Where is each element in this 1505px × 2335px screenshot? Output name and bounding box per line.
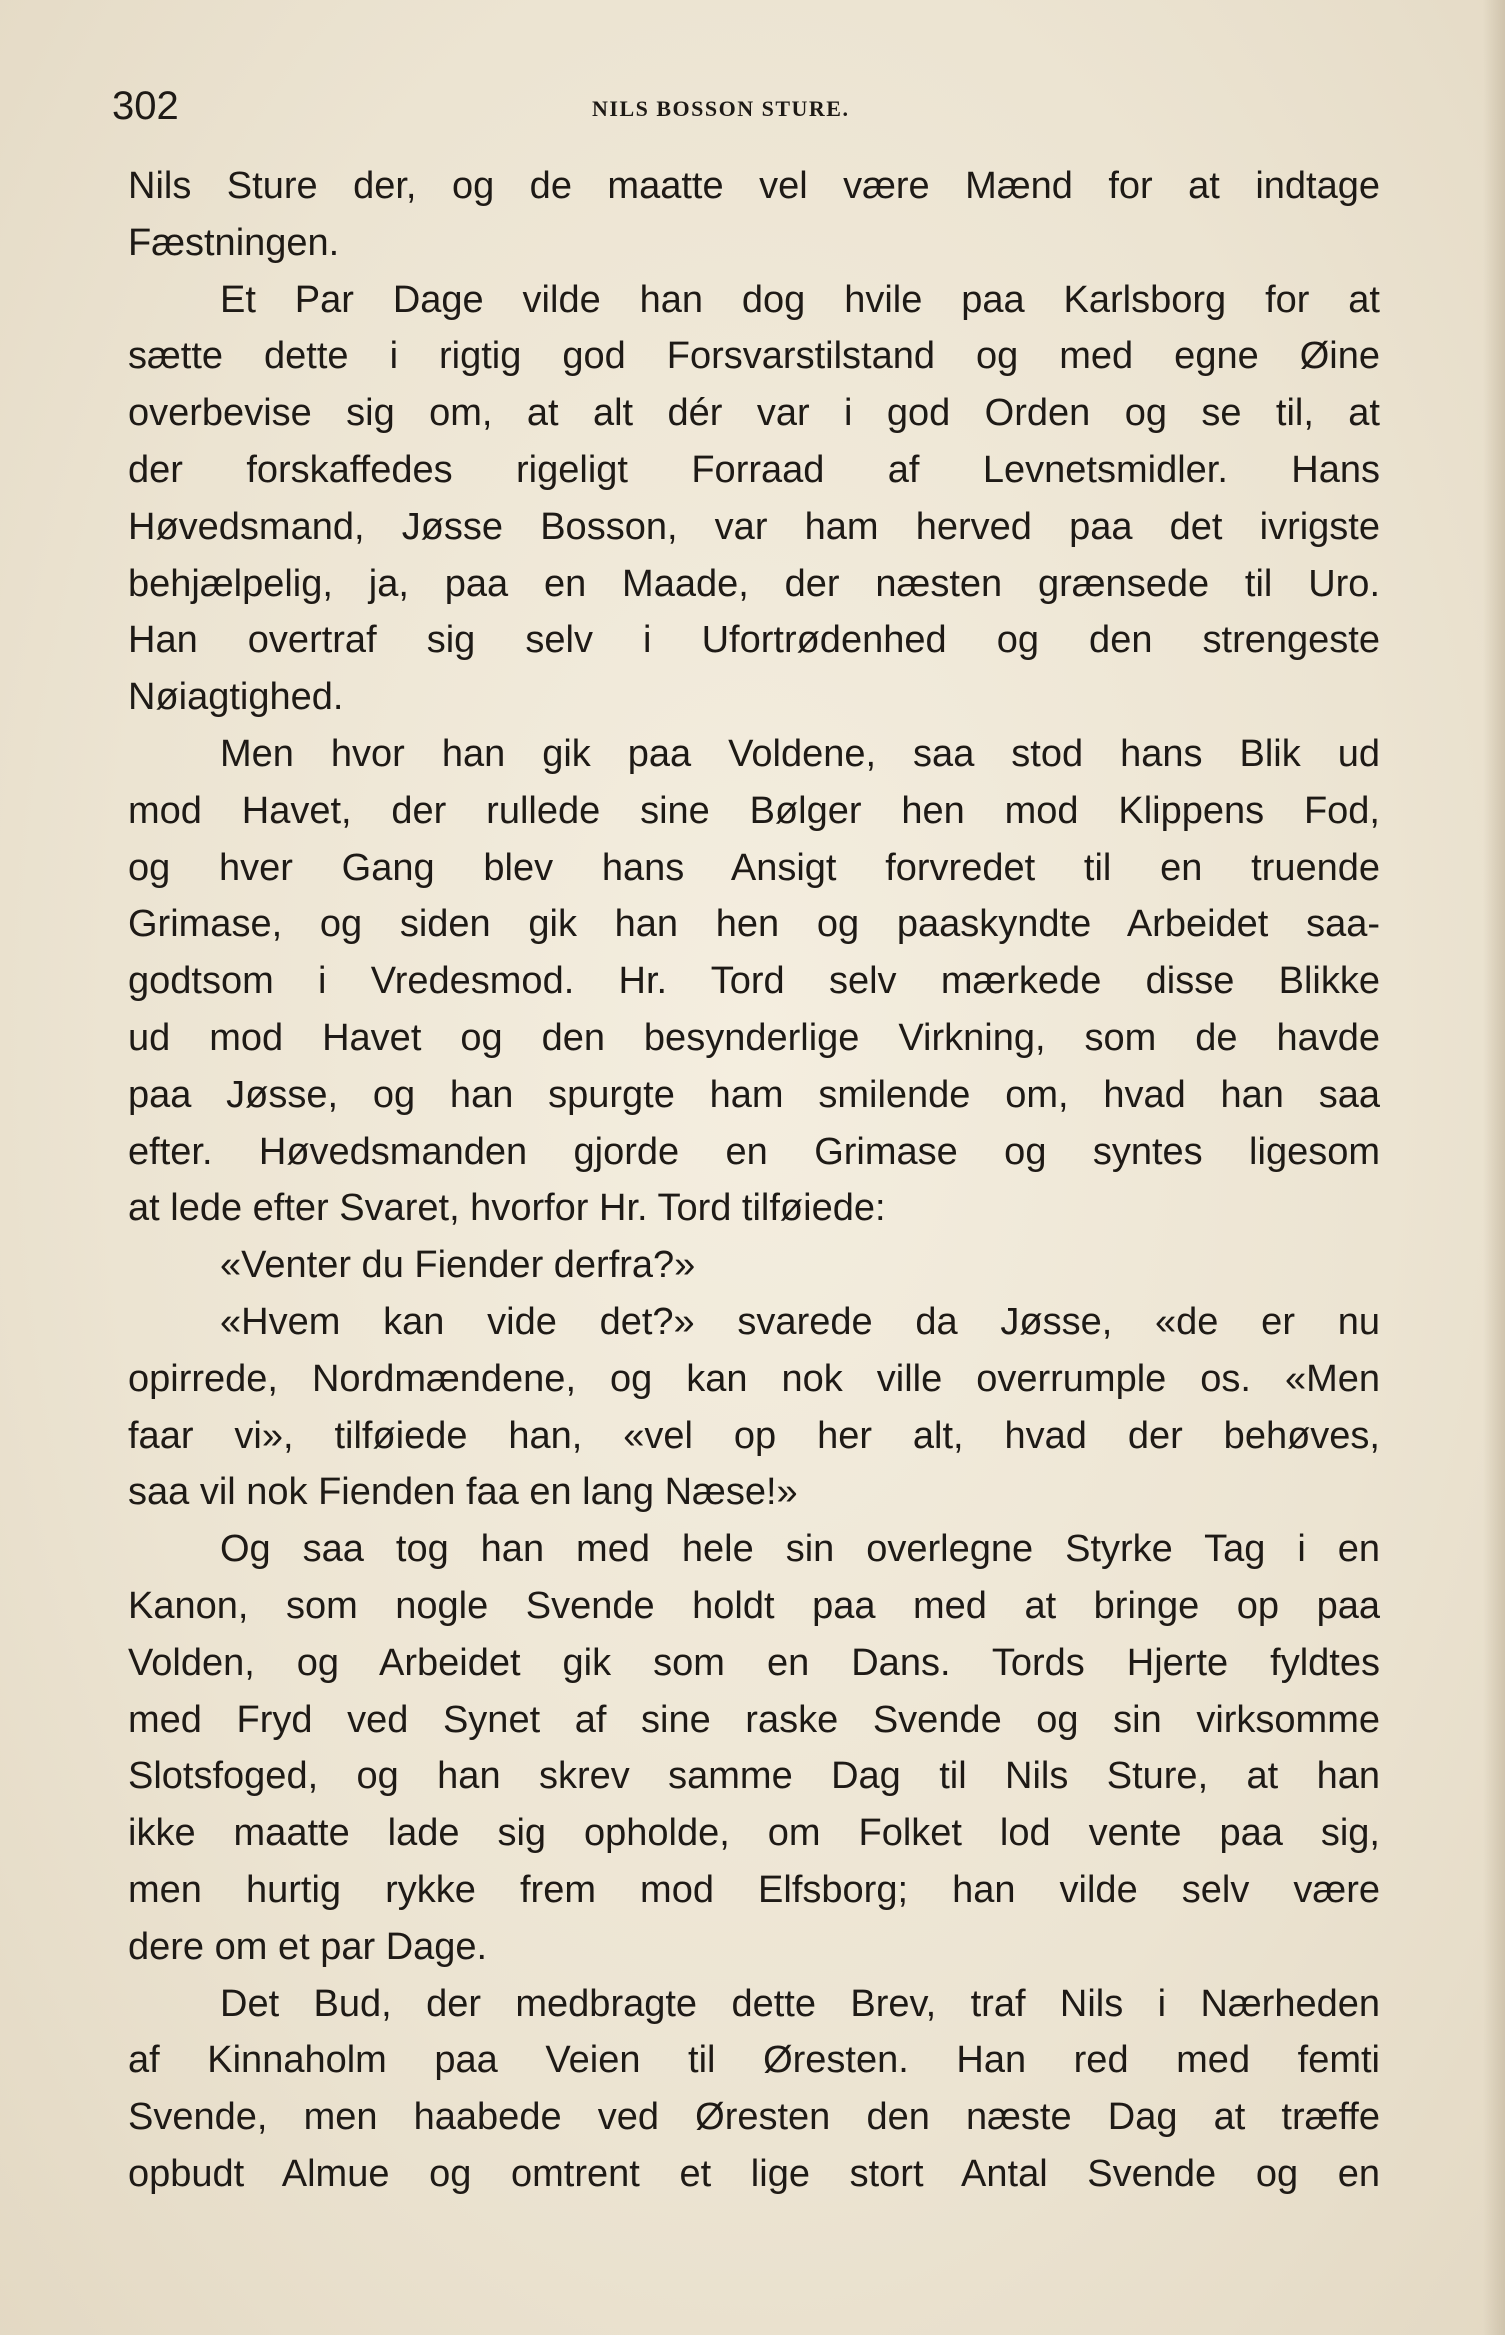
page-edge-shadow bbox=[1483, 0, 1505, 2335]
text-line: Og saa tog han med hele sin overlegne Styrke Tag i en bbox=[220, 1528, 1380, 1571]
text-line: mod Havet, der rullede sine Bølger hen mod Klippens Fod, bbox=[128, 789, 1380, 832]
text-line: opirrede, Nordmændene, og kan nok ville overrumple os. «Men bbox=[128, 1357, 1380, 1400]
text-line: Slotsfoged, og han skrev samme Dag til Nils Sture, at han bbox=[128, 1755, 1380, 1798]
text-line: «Venter du Fiender derfra?» bbox=[220, 1244, 696, 1287]
text-line: Grimase, og siden gik han hen og paaskyndte Arbeidet saa- bbox=[128, 903, 1380, 946]
text-line: og hver Gang blev hans Ansigt forvredet til en truende bbox=[128, 846, 1380, 889]
text-line: behjælpelig, ja, paa en Maade, der næsten grænsede til Uro. bbox=[128, 562, 1380, 605]
text-line: faar vi», tilføiede han, «vel op her alt, hvad der behøves, bbox=[128, 1414, 1380, 1457]
text-line: med Fryd ved Synet af sine raske Svende og sin virksomme bbox=[128, 1698, 1380, 1741]
text-line: Volden, og Arbeidet gik som en Dans. Tords Hjerte fyldtes bbox=[128, 1641, 1380, 1684]
text-line: der forskaffedes rigeligt Forraad af Levnetsmidler. Hans bbox=[128, 448, 1380, 491]
text-line: Nils Sture der, og de maatte vel være Mænd for at indtage bbox=[128, 165, 1380, 207]
page-number: 302 bbox=[112, 84, 179, 128]
text-line: efter. Høvedsmanden gjorde en Grimase og syntes ligesom bbox=[128, 1130, 1380, 1173]
text-line: overbevise sig om, at alt dér var i god Orden og se til, at bbox=[128, 392, 1380, 435]
text-line: af Kinnaholm paa Veien til Øresten. Han red med femti bbox=[128, 2039, 1380, 2082]
page-header bbox=[112, 62, 1392, 142]
text-line: ikke maatte lade sig opholde, om Folket lod vente paa sig, bbox=[128, 1812, 1380, 1855]
text-line: at lede efter Svaret, hvorfor Hr. Tord tilføiede: bbox=[128, 1187, 886, 1230]
body-text bbox=[128, 158, 1380, 2203]
text-line: dere om et par Dage. bbox=[128, 1925, 488, 1968]
text-line: Et Par Dage vilde han dog hvile paa Karlsborg for at bbox=[220, 278, 1380, 321]
text-line: godtsom i Vredesmod. Hr. Tord selv mærkede disse Blikke bbox=[128, 960, 1380, 1003]
running-head: NILS BOSSON STURE. bbox=[592, 96, 850, 121]
text-line: sætte dette i rigtig god Forsvarstilstand og med egne Øine bbox=[128, 335, 1380, 378]
text-line: ud mod Havet og den besynderlige Virkning, som de havde bbox=[128, 1016, 1380, 1059]
text-line: Fæstningen. bbox=[128, 221, 340, 264]
text-line: Men hvor han gik paa Voldene, saa stod hans Blik ud bbox=[220, 732, 1380, 775]
text-line: men hurtig rykke frem mod Elfsborg; han vilde selv være bbox=[128, 1868, 1380, 1911]
text-line: Høvedsmand, Jøsse Bosson, var ham herved paa det ivrigste bbox=[128, 505, 1380, 548]
text-line: Kanon, som nogle Svende holdt paa med at bringe op paa bbox=[128, 1584, 1380, 1627]
text-line: Det Bud, der medbragte dette Brev, traf Nils i Nærheden bbox=[220, 1982, 1380, 2025]
text-line: Han overtraf sig selv i Ufortrødenhed og den strengeste bbox=[128, 619, 1380, 662]
text-line: «Hvem kan vide det?» svarede da Jøsse, «de er nu bbox=[220, 1300, 1380, 1343]
text-line: saa vil nok Fienden faa en lang Næse!» bbox=[128, 1471, 798, 1514]
text-line: Svende, men haabede ved Øresten den næste Dag at træffe bbox=[128, 2096, 1380, 2139]
text-line: paa Jøsse, og han spurgte ham smilende om, hvad han saa bbox=[128, 1073, 1380, 1116]
text-line: Nøiagtighed. bbox=[128, 676, 344, 719]
text-line: opbudt Almue og omtrent et lige stort Antal Svende og en bbox=[128, 2152, 1380, 2195]
